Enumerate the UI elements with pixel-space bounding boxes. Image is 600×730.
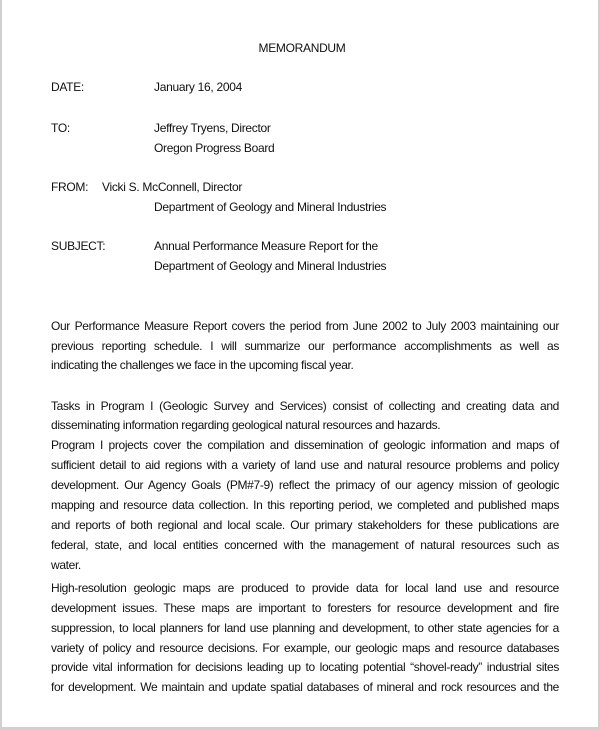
text-line: development. Our Agency Goals (PM#7-9) reflect the primacy of our agency mission of geologic: [51, 478, 559, 492]
to-label: TO:: [51, 121, 70, 135]
subject-line: Annual Performance Measure Report for the: [154, 239, 378, 253]
text-line: suppression, to local planners for land use planning and development, to other state agencies for a: [51, 621, 559, 635]
text-line: previous reporting schedule. I will summarize our performance accomplishments as well as: [51, 339, 559, 353]
date-value: January 16, 2004: [154, 80, 242, 94]
from-label: FROM:: [51, 180, 89, 194]
text-line: indicating the challenges we face in the upcoming fiscal year.: [51, 358, 354, 372]
text-line: development issues. These maps are important to foresters for resource development and fire: [51, 601, 559, 615]
text-line: disseminating information regarding geological natural resources and hazards.: [51, 418, 441, 432]
text-line: federal, state, and local entities concerned with the management of natural resources such as: [51, 538, 559, 552]
date-label: DATE:: [51, 80, 84, 94]
text-line: Tasks in Program I (Geologic Survey and Services) consist of collecting and creating data and: [51, 399, 559, 413]
text-line: Our Performance Measure Report covers the period from June 2002 to July 2003 maintaining our: [51, 319, 559, 333]
to-line: Jeffrey Tryens, Director: [154, 121, 271, 135]
subject-label: SUBJECT:: [51, 239, 106, 253]
text-line: High-resolution geologic maps are produced to provide data for local land use and resource: [51, 581, 559, 595]
text-line: and reports of both regional and local scale. Our primary stakeholders for these publications are: [51, 518, 559, 532]
from-line: Department of Geology and Mineral Industries: [154, 200, 387, 214]
text-line: variety of policy and resource decisions. For example, our geologic maps and resource databases: [51, 641, 559, 655]
from-line: Vicki S. McConnell, Director: [102, 180, 243, 194]
text-line: water.: [51, 558, 81, 572]
subject-line: Department of Geology and Mineral Industries: [154, 259, 387, 273]
memo-title: MEMORANDUM: [258, 41, 346, 55]
to-line: Oregon Progress Board: [154, 141, 275, 155]
text-line: for development. We maintain and update spatial databases of mineral and rock resources and the: [51, 680, 559, 694]
text-line: sufficient detail to aid regions with a variety of land use and natural resource problems and policy: [51, 458, 559, 472]
text-line: Program I projects cover the compilation and dissemination of geologic information and maps of: [51, 438, 559, 452]
text-line: mapping and resource data collection. In this reporting period, we completed and published maps: [51, 498, 559, 512]
text-line: provide vital information for decisions leading up to locating potential “shovel-ready” industrial sites: [51, 660, 559, 674]
